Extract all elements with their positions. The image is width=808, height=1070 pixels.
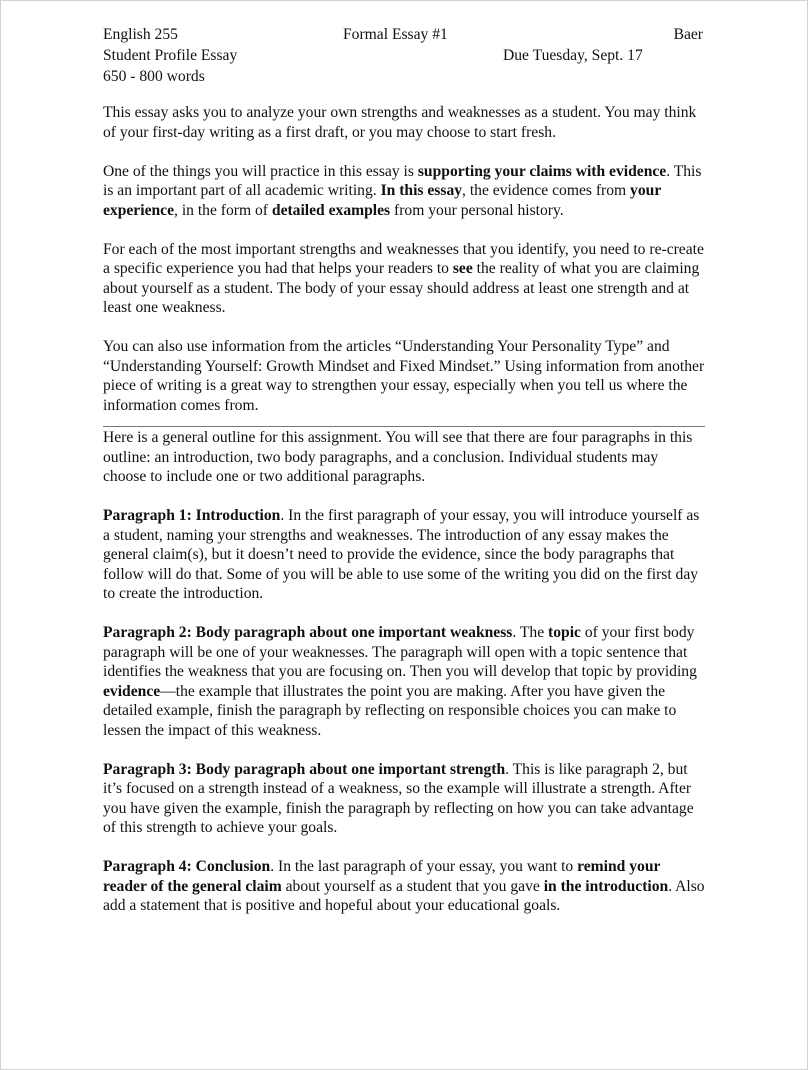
text-run: . In the last paragraph of your essay, you want to [270, 858, 578, 875]
text-run: about yourself as a student that you gave [281, 877, 544, 895]
bold-run: supporting your claims with evidence [417, 162, 667, 180]
text-run: . This is like paragraph 2, but it’s focused on a strength instead of a weakness, so the example will illustrate a strength. After you have given the example, finish the paragraph by reflecting on how you can take advantage of this strength to achieve your goals. [103, 760, 694, 836]
text-run: . The [512, 624, 549, 641]
intro-paragraph-2 [103, 162, 705, 221]
course-name: English 255 [103, 26, 178, 43]
text-run: —the example that illustrates the point you are making. After you have given the detailed example, finish the paragraph by reflecting on responsible choices you can make to lessen the impact of this weakness. [103, 682, 677, 739]
outline-paragraph-2 [103, 623, 705, 740]
outline-intro: Here is a general outline for this assignment. You will see that there are four paragraphs in this outline: an introduction, two body paragraphs, and a conclusion. Individual students may choose to include one or two additional paragraphs. [103, 429, 693, 485]
bold-run: in the introduction [543, 877, 669, 895]
bold-run: see [452, 260, 473, 277]
text-run: , in the form of [174, 201, 272, 219]
text-run: One of the things you will practice in this essay is [103, 162, 418, 180]
paragraph-heading: Paragraph 1: Introduction [103, 507, 281, 524]
bold-run: detailed examples [271, 201, 391, 219]
intro-paragraph-1: This essay asks you to analyze your own strengths and weaknesses as a student. You may think of your first-day writing as a first draft, or you may choose to start fresh. [103, 104, 697, 141]
text-run: from your personal history. [390, 201, 564, 219]
outline-paragraph-3 [103, 760, 705, 838]
section-divider [103, 426, 705, 427]
assignment-title: Formal Essay #1 [343, 26, 448, 43]
word-count: 650 - 800 words [103, 68, 205, 85]
bold-run: topic [548, 624, 581, 641]
paragraph-heading: Paragraph 2: Body paragraph about one important weakness [103, 624, 513, 641]
paragraph-heading: Paragraph 3: Body paragraph about one important strength [103, 760, 506, 778]
intro-paragraph-4: You can also use information from the articles “Understanding Your Personality Type” and “Understanding Yourself: Growth Mindset and Fixed Mindset.” Using information from another piece of writing is a great way to strengthen your essay, especially when you tell us where the information comes from. [103, 338, 705, 414]
outline-paragraph-1 [103, 506, 705, 604]
text-run: . Also add a statement that is positive and hopeful about your educational goals. [103, 877, 705, 914]
bold-run: remind your reader of the general claim [103, 858, 661, 895]
text-run: . This is an important part of all academic writing. [103, 162, 702, 199]
paragraph-heading: Paragraph 4: Conclusion [103, 858, 271, 875]
header-row-1 [103, 25, 705, 46]
header-row-2 [103, 46, 705, 67]
bold-run: your experience [103, 182, 661, 219]
outline-paragraph-4 [103, 857, 705, 916]
document-content [103, 25, 705, 916]
text-run: For each of the most important strengths and weaknesses that you identify, you need to re-create a specific experience you had that helps your readers to [103, 240, 704, 277]
text-run: . In the first paragraph of your essay, you will introduce yourself as a student, naming your strengths and weaknesses. The introduction of any essay makes the general claim(s), but it doesn’t need to provide the evidence, since the body paragraphs that follow will do that. Some of you will be able to use some of the writing you did on the first day to create the introduction. [103, 507, 700, 602]
text-run: the reality of what you are claiming about yourself as a student. The body of your essay should address at least one strength and at least one weakness. [103, 260, 700, 316]
bold-run: In this essay [380, 182, 463, 199]
bold-run: evidence [103, 682, 161, 700]
text-run: of your first body paragraph will be one of your weaknesses. The paragraph will open with a topic sentence that identifies the weakness that you are focusing on. Then you will develop that topic by providing [103, 624, 697, 680]
due-date: Due Tuesday, Sept. 17 [503, 47, 643, 64]
text-run: , the evidence comes from [462, 182, 631, 199]
intro-paragraph-3 [103, 240, 705, 318]
instructor-name: Baer [673, 26, 703, 43]
essay-title: Student Profile Essay [103, 47, 238, 64]
